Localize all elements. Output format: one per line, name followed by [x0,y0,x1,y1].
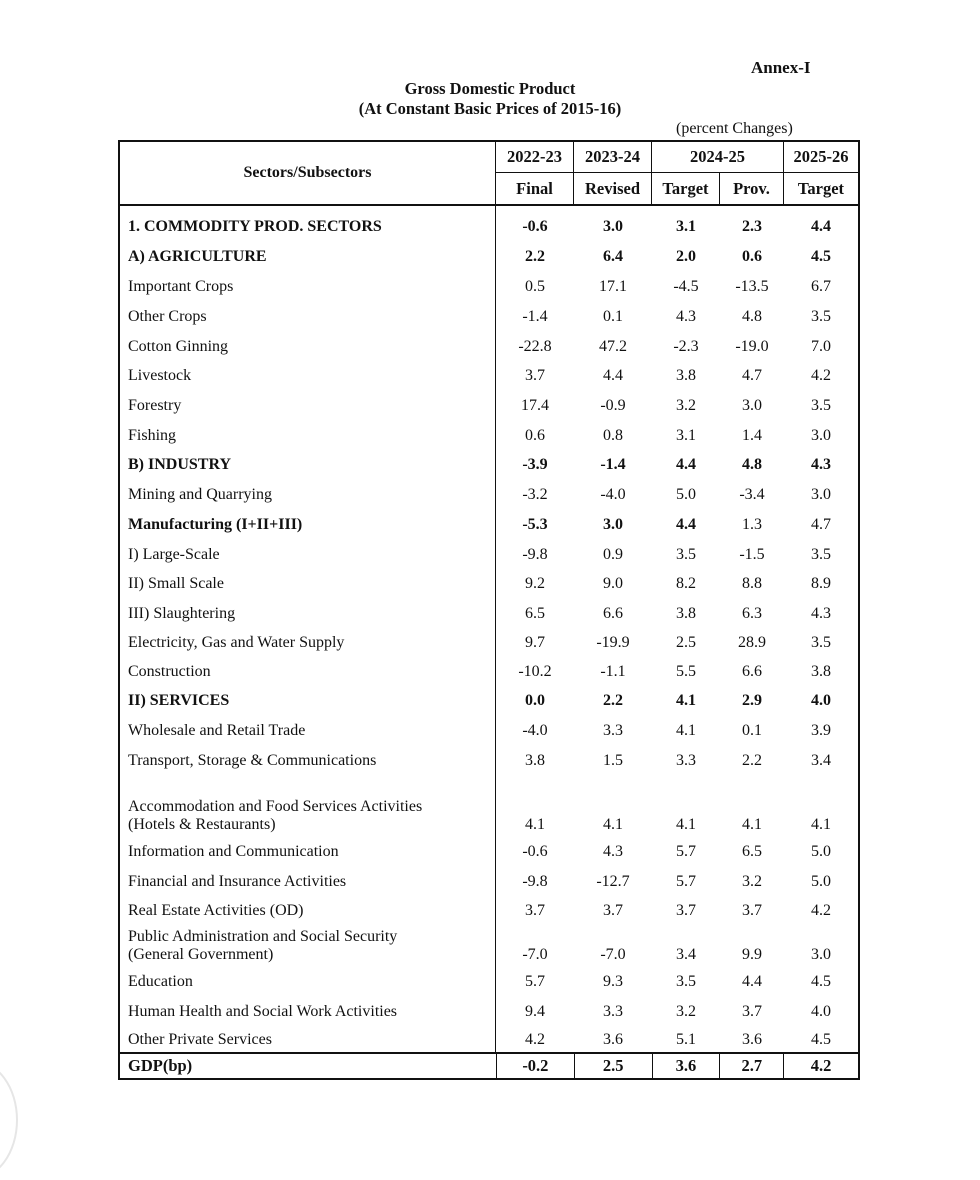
gdp-total-value: 4.2 [810,1056,832,1075]
annex-label: Annex-I [751,58,811,77]
year-header: 2024-25 [652,142,784,172]
value-cell: 0.8 [603,426,623,444]
value-cell: 1.5 [603,752,623,769]
sector-label-text: Transport, Storage & Communications [128,752,377,769]
value-cell: 4.3 [676,308,696,325]
value-cell: 47.2 [599,337,627,355]
value-cell: 4.5 [811,248,831,265]
values-column [496,206,858,1052]
sector-label-text: I) Large-Scale [128,545,220,563]
sector-label-text: Cotton Ginning [128,337,229,355]
sector-label-text: Information and Communication [128,843,339,860]
value-cell: 4.3 [811,604,831,622]
sector-label-text-line2: (General Government) [128,946,274,963]
table-row [496,628,858,657]
value-cell: 1.3 [742,516,762,533]
value-cell: 3.1 [676,218,696,235]
table-row [496,569,858,599]
value-cell: 9.0 [603,575,623,592]
sector-label [128,1027,495,1052]
table-row [496,599,858,628]
value-cell: 4.4 [676,456,696,473]
table-row [496,510,858,540]
value-cell: 3.5 [811,633,831,651]
value-cell: -9.8 [522,872,548,890]
sector-label [128,212,495,242]
sector-label-text: II) Small Scale [128,575,224,592]
sector-label [128,657,495,686]
sector-label-text: III) Slaughtering [128,604,236,622]
year-header: 2022-23 [496,142,574,172]
table-row [496,837,858,867]
sector-label-text: Human Health and Social Work Activities [128,1002,398,1020]
table-body [120,206,858,1052]
value-cell: 4.4 [742,972,762,990]
table-row [496,746,858,776]
value-cell: 3.6 [603,1030,623,1048]
sector-label [128,302,495,332]
table-header [120,142,858,206]
value-cell: 4.1 [525,816,545,833]
sector-label [128,867,495,896]
value-cell: 8.9 [811,575,831,592]
value-cell: 0.5 [525,278,545,295]
value-cell: -3.9 [522,456,548,473]
value-cell: 4.1 [676,816,696,833]
value-cell: 6.6 [742,662,762,680]
gdp-total-value: 2.5 [575,1054,653,1078]
sector-label [128,421,495,450]
value-cell: 4.7 [811,516,831,533]
gdp-growth-table [118,140,860,1080]
value-cell: 3.0 [811,486,831,503]
value-cell: 4.4 [603,367,623,384]
value-cell: 3.2 [742,872,762,890]
value-cell: 5.7 [676,872,696,890]
table-row [496,302,858,332]
value-cell: 3.1 [676,426,696,444]
value-cell: 3.8 [676,604,696,622]
sector-label-text: Construction [128,662,211,680]
value-cell: -0.6 [522,218,548,235]
sector-label [128,776,495,837]
status-header-row [496,173,858,204]
table-row [496,391,858,421]
value-cell: 4.1 [676,692,696,709]
value-cell: 3.7 [525,902,545,919]
value-cell: 0.1 [603,308,623,325]
sector-label-text: Financial and Insurance Activities [128,872,347,890]
value-cell: 6.5 [525,604,545,622]
status-header: Target [797,178,845,198]
value-cell: -5.3 [522,516,548,533]
table-row [496,361,858,391]
sector-label-text: Forestry [128,397,182,414]
value-cell: 3.5 [676,545,696,563]
sector-label [128,996,495,1027]
table-row [496,272,858,302]
value-cell: -4.0 [600,486,626,503]
value-cell: 3.7 [742,902,762,919]
sector-label [128,896,495,926]
table-row [496,332,858,361]
value-cell: 3.0 [742,397,762,414]
sector-label-text: Real Estate Activities (OD) [128,902,304,919]
sector-label [128,510,495,540]
value-cell: -22.8 [518,337,552,355]
sector-label [128,599,495,628]
value-cell: 5.0 [676,486,696,503]
sector-label-text: Accommodation and Food Services Activities [128,798,423,815]
sector-label [128,926,495,967]
year-header: 2025-26 [793,147,849,166]
value-cell: 3.3 [603,1002,623,1020]
table-row [496,540,858,569]
value-cell: 17.4 [521,397,549,414]
value-cell: 4.8 [742,308,762,325]
sector-label-text: Education [128,972,193,990]
value-cell: 1.4 [742,426,762,444]
value-cell: 6.5 [742,843,762,860]
table-row [496,686,858,716]
sector-label [128,480,495,510]
value-cell: 17.1 [599,278,627,295]
value-cell: 3.0 [811,946,831,963]
value-cell: 3.2 [676,1002,696,1020]
table-row [496,996,858,1027]
table-row [496,776,858,837]
value-cell: 3.4 [811,752,831,769]
value-cell: 3.0 [603,218,623,235]
sector-label [128,628,495,657]
value-cell: 9.2 [525,575,545,592]
value-cell: 9.4 [525,1002,545,1020]
value-cell: 2.9 [742,692,762,709]
value-cell: -19.9 [596,633,630,651]
sector-label [128,242,495,272]
value-cell: 4.0 [811,692,831,709]
table-row [496,212,858,242]
value-cell: 9.3 [603,972,623,990]
value-cell: 3.8 [525,752,545,769]
table-row [496,450,858,480]
value-cell: 3.3 [603,722,623,739]
value-cell: 4.3 [811,456,831,473]
table-row [496,967,858,996]
gdp-total-row [120,1052,858,1078]
sector-label [128,967,495,996]
value-cell: 2.3 [742,218,762,235]
sector-label-text: II) SERVICES [128,692,230,709]
value-cell: 4.5 [811,972,831,990]
value-cell: -7.0 [600,946,626,963]
table-row [496,480,858,510]
value-cell: 2.2 [742,752,762,769]
value-cell: -12.7 [596,872,630,890]
sector-label [128,332,495,361]
value-cell: 3.4 [676,946,696,963]
sector-label [128,569,495,599]
value-cell: 4.1 [676,722,696,739]
value-cell: -3.2 [522,486,548,503]
gdp-total-value: -0.2 [497,1054,575,1078]
value-cell: 8.8 [742,575,762,592]
value-cell: -7.0 [522,946,548,963]
value-cell: 4.2 [811,902,831,919]
value-cell: 3.7 [603,902,623,919]
value-cell: 4.5 [811,1030,831,1048]
value-cell: 9.9 [742,946,762,963]
value-cell: 3.5 [811,545,831,563]
value-cell: -19.0 [735,337,769,355]
value-cell: 3.8 [811,662,831,680]
value-cell: 3.7 [676,902,696,919]
value-cell: -1.4 [522,308,548,325]
value-cell: -4.5 [673,278,699,295]
value-cell: -0.6 [522,843,548,860]
value-cell: 6.7 [811,278,831,295]
year-header-row [496,142,858,173]
value-cell: 2.2 [525,248,545,265]
value-cell: 2.0 [676,248,696,265]
value-cell: 4.2 [525,1030,545,1048]
sector-label [128,837,495,867]
value-cell: -9.8 [522,545,548,563]
sector-label-text: A) AGRICULTURE [128,248,267,265]
sector-label [128,716,495,746]
sector-label [128,391,495,421]
value-cell: 3.5 [676,972,696,990]
year-header: 2023-24 [574,142,652,172]
sector-label-text: Livestock [128,367,192,384]
value-cell: 6.3 [742,604,762,622]
sector-label-text: Other Private Services [128,1030,272,1048]
value-cell: 5.0 [811,843,831,860]
value-cell: 3.7 [742,1002,762,1020]
value-cell: -1.1 [600,662,626,680]
sector-label [128,540,495,569]
value-cell: 3.3 [676,752,696,769]
sector-label-text: 1. COMMODITY PROD. SECTORS [128,218,382,235]
value-cell: 5.5 [676,662,696,680]
value-cell: -4.0 [522,722,548,739]
table-row [496,421,858,450]
value-cell: 4.1 [742,816,762,833]
value-cell: 9.7 [525,633,545,651]
sector-label [128,450,495,480]
sector-label-text: Mining and Quarrying [128,486,272,503]
value-cell: 4.7 [742,367,762,384]
document-title: Gross Domestic Product [404,79,576,98]
sector-label-text: Other Crops [128,308,207,325]
value-cell: 3.7 [525,367,545,384]
value-cell: -2.3 [673,337,699,355]
sector-labels-column [120,206,496,1052]
table-row [496,242,858,272]
status-header: Target [652,173,720,204]
status-header: Revised [574,173,652,204]
value-cell: 4.4 [676,516,696,533]
value-cell: -13.5 [735,278,769,295]
value-cell: -1.5 [739,545,765,563]
value-cell: 0.0 [525,692,545,709]
table-row [496,716,858,746]
document-subtitle: (At Constant Basic Prices of 2015-16) [358,99,622,118]
value-cell: 4.8 [742,456,762,473]
value-cell: -3.4 [739,486,765,503]
value-cell: 0.1 [742,722,762,739]
value-cell: 6.4 [603,248,623,265]
value-cell: 3.5 [811,308,831,325]
sector-label-text: Wholesale and Retail Trade [128,722,306,739]
value-cell: 0.6 [742,248,762,265]
value-cell: 7.0 [811,337,831,355]
value-cell: 4.2 [811,367,831,384]
value-cell: 3.2 [676,397,696,414]
value-cell: -10.2 [518,662,552,680]
sector-label-text: Electricity, Gas and Water Supply [128,633,345,651]
value-cell: 2.5 [676,633,696,651]
value-cell: 3.0 [603,516,623,533]
sector-label [128,686,495,716]
sector-label [128,361,495,391]
sector-label-text: Fishing [128,426,177,444]
units-note: (percent Changes) [676,120,793,137]
value-cell: 0.9 [603,545,623,563]
table-row [496,926,858,967]
sector-label [128,746,495,776]
value-cell: 3.6 [742,1030,762,1048]
table-row [496,657,858,686]
sector-label [128,272,495,302]
value-cell: 3.9 [811,722,831,739]
value-cell: 4.1 [603,816,623,833]
value-cell: 5.1 [676,1030,696,1048]
page-corner-decoration [0,1060,18,1180]
value-cell: 5.0 [811,872,831,890]
value-cell: 2.2 [603,692,623,709]
gdp-total-value: 3.6 [653,1054,721,1078]
value-cell: -1.4 [600,456,626,473]
gdp-total-value: 2.7 [720,1054,784,1078]
table-row [496,896,858,926]
sector-label-text: Manufacturing (I+II+III) [128,516,303,533]
value-cell: 5.7 [525,972,545,990]
value-cell: 3.0 [811,426,831,444]
value-cell: 5.7 [676,843,696,860]
value-cell: -0.9 [600,397,626,414]
sector-label-text: Public Administration and Social Security [128,928,398,945]
status-header: Prov. [720,173,784,204]
value-cell: 0.6 [525,426,545,444]
value-cell: 3.5 [811,397,831,414]
value-cell: 4.3 [603,843,623,860]
sector-column-header: Sectors/Subsectors [120,142,496,204]
table-row [496,1027,858,1052]
sector-label-text: B) INDUSTRY [128,456,232,473]
sector-label-text-line2: (Hotels & Restaurants) [128,816,276,833]
value-cell: 8.2 [676,575,696,592]
value-cell: 4.0 [811,1002,831,1020]
sector-label-text: Important Crops [128,278,234,295]
status-header: Final [496,173,574,204]
value-cell: 28.9 [738,633,766,651]
gdp-total-label: GDP(bp) [120,1054,497,1078]
table-row [496,867,858,896]
value-cell: 4.4 [811,218,831,235]
value-cell: 6.6 [603,604,623,622]
value-cell: 3.8 [676,367,696,384]
value-cell: 4.1 [811,816,831,833]
